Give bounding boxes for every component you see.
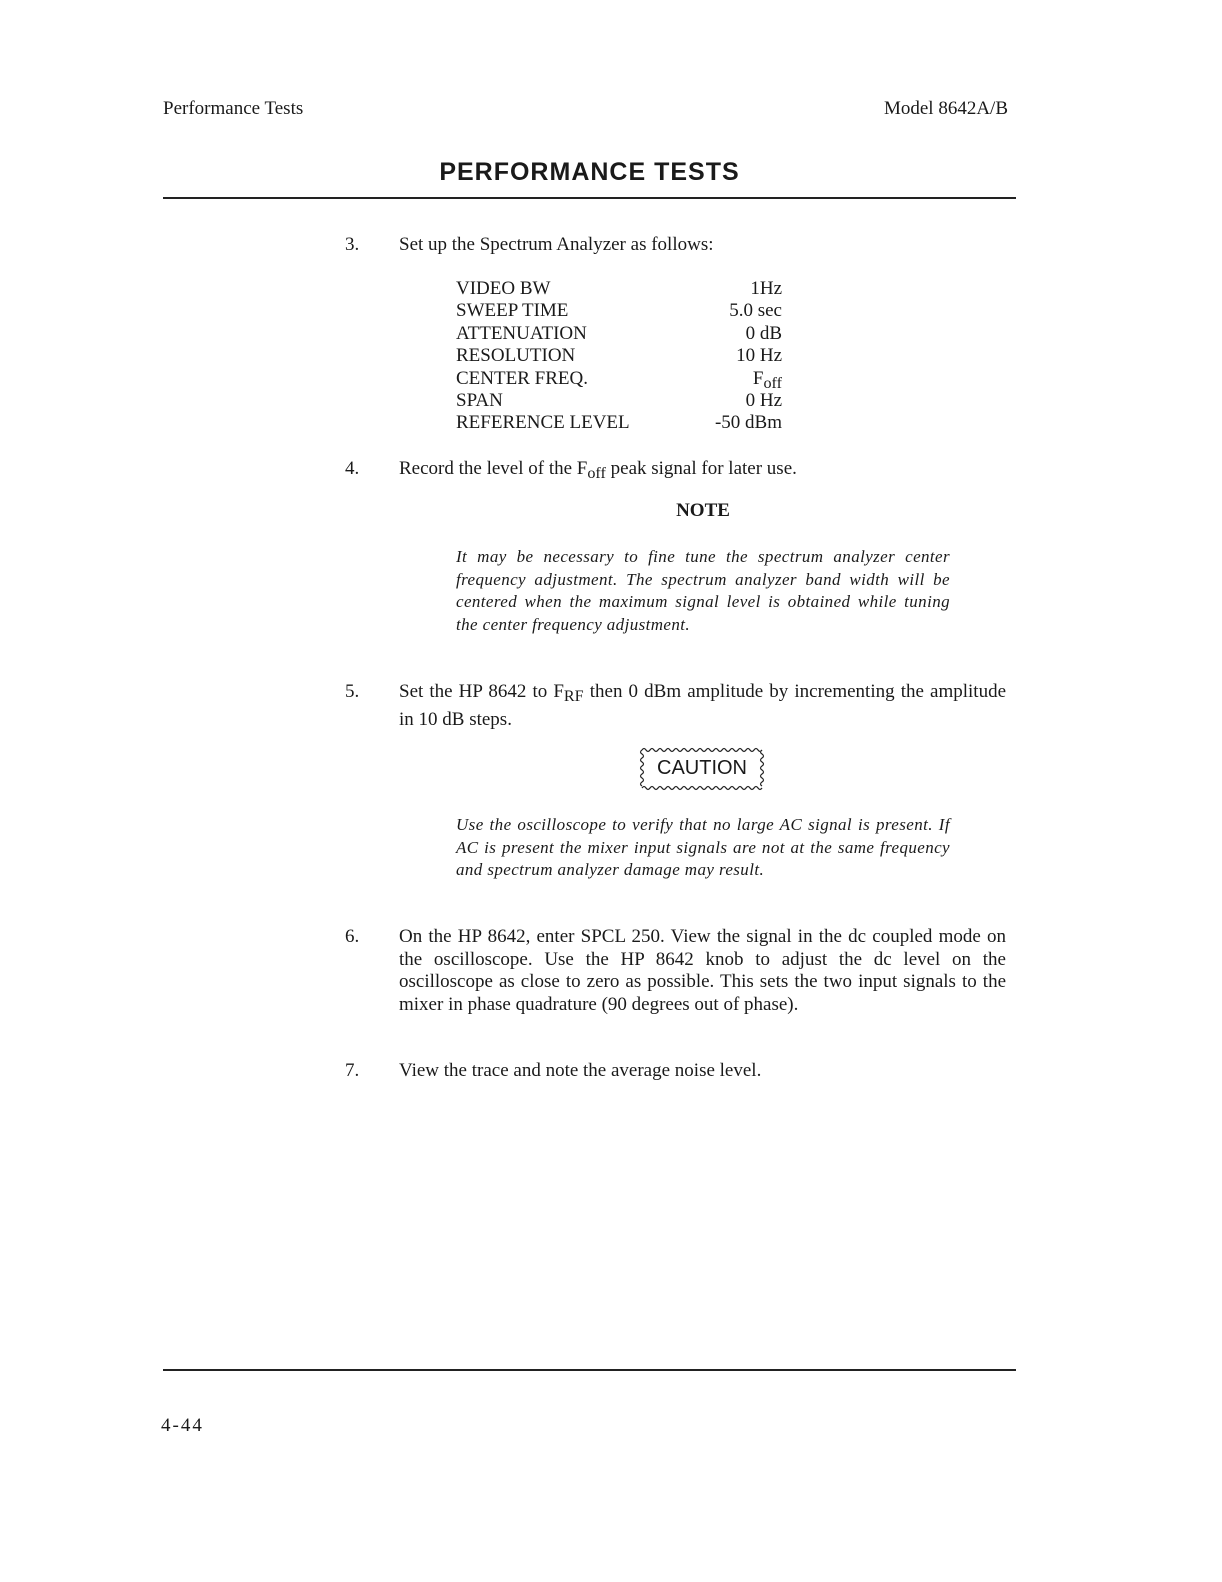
setting-value-base: F (752, 367, 764, 389)
setting-label: REFERENCE LEVEL (456, 412, 630, 434)
step-4-text-a: Record the level of the F (399, 458, 588, 479)
caution-box (638, 746, 766, 792)
step-5-subscript: RF (563, 688, 584, 705)
setting-row (456, 345, 782, 367)
setting-row (456, 278, 782, 300)
setting-row (456, 300, 782, 322)
header-model-number: Model 8642A/B (883, 98, 1008, 119)
caution-text: Use the oscilloscope to verify that no large AC signal is present. If AC is present the mixer input signals are not at the same frequency and spectrum analyzer damage may result. (456, 815, 950, 879)
step-5-text (399, 681, 1006, 731)
setting-row (456, 412, 782, 434)
step-6-text: On the HP 8642, enter SPCL 250. View the signal in the dc coupled mode on the oscilloscope. Use the HP 8642 knob to adjust the dc level on the oscilloscope as close to zero as possible. This sets the two input signals to the mixer in phase quadrature (90 degrees out of phase). (399, 926, 1006, 1015)
setting-row (456, 368, 782, 390)
setting-value (753, 368, 782, 390)
note-heading: NOTE (676, 500, 730, 521)
page-number: 4-44 (161, 1415, 204, 1436)
setting-label: CENTER FREQ. (456, 367, 588, 389)
step-3-text: Set up the Spectrum Analyzer as follows: (399, 234, 714, 255)
header-section-title: Performance Tests (163, 98, 304, 119)
step-5-text-a: Set the HP 8642 to F (399, 681, 564, 702)
setting-value: 0 dB (745, 322, 782, 344)
step-7-text: View the trace and note the average noise level. (399, 1060, 762, 1081)
note-text: It may be necessary to fine tune the spectrum analyzer center frequency adjustment. The spectrum analyzer band width will be centered when the maximum signal level is obtained while tuning the center frequency adjustment. (456, 547, 950, 634)
setting-value: 0 Hz (745, 389, 782, 411)
setting-label: SWEEP TIME (456, 300, 569, 322)
setting-label: VIDEO BW (456, 278, 551, 299)
setting-value: -50 dBm (714, 412, 782, 434)
step-3-number: 3. (345, 234, 360, 255)
setting-value-subscript: off (763, 374, 782, 392)
step-5-text-b: then 0 dBm amplitude by incrementing the amplitude in 10 dB steps. (399, 681, 1006, 730)
step-4-number: 4. (345, 458, 360, 479)
step-5-number: 5. (345, 681, 360, 702)
caution-label: CAUTION (657, 757, 747, 779)
setting-label: ATTENUATION (456, 322, 587, 344)
page-title: PERFORMANCE TESTS (439, 158, 740, 186)
setting-row (456, 323, 782, 345)
setting-value: 1Hz (750, 278, 782, 299)
setting-value: 5.0 sec (729, 300, 782, 322)
step-6-number: 6. (345, 926, 360, 947)
setting-row (456, 390, 782, 412)
step-7-number: 7. (345, 1060, 360, 1081)
bottom-rule (163, 1369, 1016, 1371)
setting-value: 10 Hz (736, 345, 782, 367)
step-4-subscript: off (587, 465, 606, 482)
step-4-text (399, 458, 1006, 486)
setting-label: RESOLUTION (456, 345, 576, 367)
setting-label: SPAN (456, 389, 503, 411)
step-4-text-b: peak signal for later use. (605, 458, 797, 479)
settings-table (456, 278, 782, 435)
top-rule (163, 197, 1016, 199)
